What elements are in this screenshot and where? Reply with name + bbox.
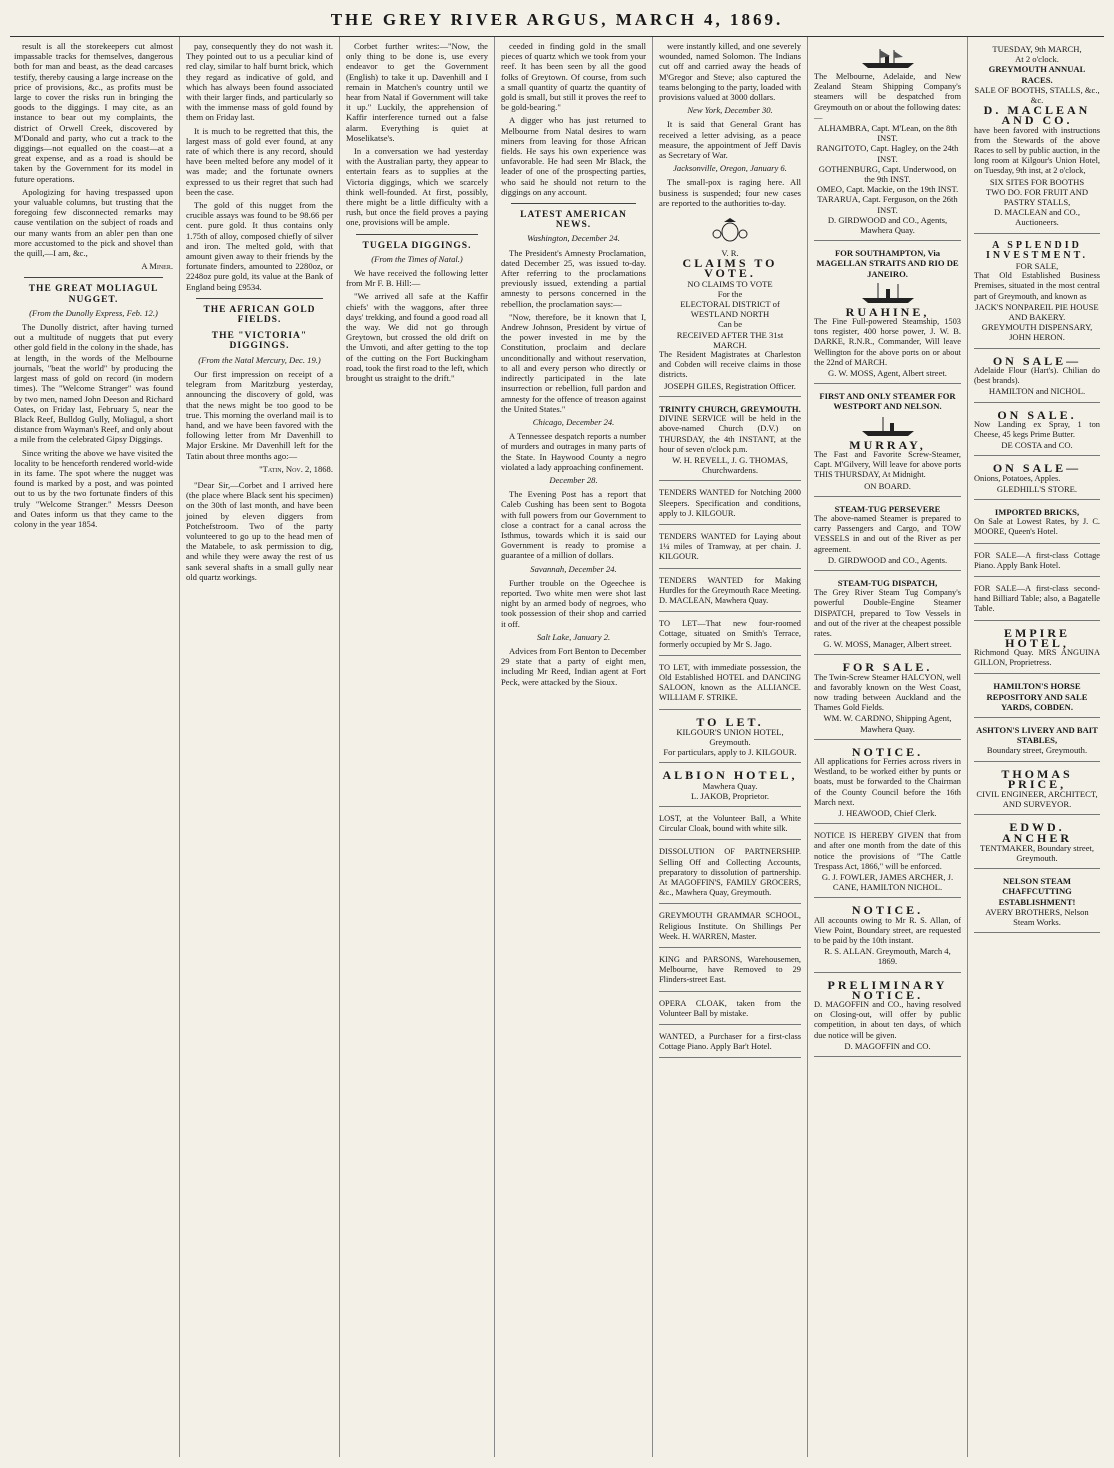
advert-lost-cloak: LOST, at the Volunteer Ball, a White Circular Cloak, bound with white silk. bbox=[659, 811, 801, 840]
advert-line: SALE OF BOOTHS, STALLS, &c., &c. bbox=[974, 84, 1100, 106]
advert-body: The Fast and Favorite Screw-Steamer, Capt. M'Gilvery, Will leave for above ports THIS THURSDAY, At Midnight. bbox=[814, 449, 961, 480]
paragraph: It is much to be regretted that this, the largest mass of gold ever found, at any rate of which there is any record, should have been melted before any model of it was made; and the fortunate owners expressed to us their regret that such had been the case. bbox=[186, 125, 333, 197]
advert-edwd-ancher bbox=[974, 819, 1100, 869]
advert-splendid-investment bbox=[974, 238, 1100, 349]
advert-billiard-table: FOR SALE—A first-class second-hand Billiard Table; also, a Bagatelle Table. bbox=[974, 581, 1100, 621]
advert-body: The Melbourne, Adelaide, and New Zealand Steam Shipping Company's steamers will be despatched from Greymouth on or about the following dates:— bbox=[814, 72, 962, 122]
paragraph: "Now, therefore, be it known that I, Andrew Johnson, President by virtue of the power invested in me by the Constitution, proclaim and declare unconditionally and without reservation, to all and every person who directly or indirectly participated in the late insurrection or rebellion, full pardon and amnesty for the offence of treason against the United States." bbox=[501, 311, 646, 414]
ship-name: RUAHINE, bbox=[845, 304, 930, 319]
advert-signature: DE COSTA and CO. bbox=[1001, 440, 1073, 451]
advert-tenders-hurdles: TENDERS WANTED for Making Hurdles for the Greymouth Race Meeting. D. MACLEAN, Mawhera Quay. bbox=[659, 573, 801, 613]
advert-signature: GLEDHILL'S STORE. bbox=[996, 483, 1078, 494]
advert-line: At 2 o'clock. bbox=[1015, 54, 1059, 65]
dateline: December 28. bbox=[549, 474, 598, 485]
paragraph: The small-pox is raging here. All business is suspended; four new cases are reported to the authorities to-day. bbox=[659, 177, 801, 208]
paragraph: A digger who has just returned to Melbourne from Natal desires to warn miners from leaving for those African fields. He says his own experience was unfavorable. He had seen Mr Black, the leader of one of the prospecting parties, who said he should not return to the diggings on any account. bbox=[501, 115, 646, 197]
article-subheading: THE "VICTORIA" DIGGINGS. bbox=[211, 331, 308, 352]
advert-title: ASHTON'S LIVERY AND BAIT STABLES, bbox=[976, 724, 1098, 746]
advert-on-sale-flour bbox=[974, 353, 1100, 403]
advert-body: Onions, Potatoes, Apples. bbox=[974, 473, 1061, 483]
column-7 bbox=[968, 37, 1106, 1457]
advert-on-sale-onions bbox=[974, 460, 1100, 500]
divider bbox=[196, 298, 323, 299]
dateline: "Tatin, Nov. 2, 1868. bbox=[259, 463, 333, 474]
paragraph: were instantly killed, and one severely wounded, named Solomon. The Indians cut off and carried away the heads of M'Gregor and Steve; also captured the teams belonging to the party, loaded with provisions valued at 3000 dollars. bbox=[659, 41, 801, 103]
column-5 bbox=[653, 37, 808, 1457]
advert-title: EMPIRE HOTEL, bbox=[1004, 625, 1070, 650]
advert-line: GOTHENBURG, Capt. Underwood, on the 9th INST. bbox=[818, 163, 957, 185]
advert-line: SIX SITES FOR BOOTHS bbox=[989, 176, 1085, 187]
advert-line: JACK'S NONPAREIL PIE HOUSE AND BAKERY. bbox=[975, 301, 1099, 323]
article-heading: LATEST AMERICAN NEWS. bbox=[520, 210, 627, 231]
advert-line: ELECTORAL DISTRICT of WESTLAND NORTH bbox=[680, 299, 780, 320]
advert-line: Greymouth. bbox=[709, 736, 751, 747]
advert-body: The Fine Full-powered Steamship, 1503 tons register, 400 horse power, J. W. B. DARKE, R.N.R., Commander, Will leave Wellington for the above ports on or about the 22nd of MARCH. bbox=[814, 317, 961, 367]
advert-halcyon-for-sale bbox=[814, 659, 961, 739]
advert-body: The Resident Magistrates at Charleston and Cobden will receive claims in those districts. bbox=[659, 350, 801, 380]
column-4 bbox=[495, 37, 653, 1457]
advert-body: The Grey River Steam Tug Company's powerful Double-Engine Steamer DISPATCH, prepared to Tow Vessels in and out of the river at the cheapest possible rates. bbox=[814, 588, 961, 638]
paragraph: In a conversation we had yesterday with the Australian party, they appear to entertain fears as to supplies at the Victoria diggings, which we scarcely think well-founded. At first, possibly, there might be a little difficulty with a rush, but once the field proves a paying one, provisions will be ample. bbox=[346, 146, 488, 228]
paragraph: The gold of this nugget from the crucible assays was found to be 98.66 per cent. pure gold. It thus contains only 1.75th of alloy, composed chiefly of silver and iron. The melted gold, with that amount given away to their friends by the fortunate finders, amounted to 2280oz, or 2248oz pure gold, its value at the Bank of England being £9534. bbox=[186, 200, 333, 292]
advert-body: DIVINE SERVICE will be held in the above-named Church (D.V.) on THURSDAY, the 4th INSTANT, at the hour of seven o'clock p.m. bbox=[659, 414, 801, 454]
advert-title: D. MACLEAN AND CO. bbox=[983, 103, 1091, 128]
advert-body: The above-named Steamer is prepared to carry Passengers and Cargo, and TOW VESSELS in and out of the River as per agreement. bbox=[814, 513, 961, 554]
advert-title: TO LET. bbox=[696, 714, 764, 729]
advert-title: TRINITY CHURCH, GREYMOUTH. bbox=[659, 403, 801, 414]
advert-dissolution: DISSOLUTION OF PARTNERSHIP. Selling Off and Collecting Accounts, preparatory to dissolution of partnership. At MAGOFFIN'S, FAMILY GROCERS, &c., Mawhera Quay, Greymouth. bbox=[659, 844, 801, 904]
advert-body: Richmond Quay. MRS ANGUINA GILLON, Proprietress. bbox=[974, 647, 1100, 668]
article-source: (From the Times of Natal.) bbox=[371, 253, 463, 264]
advert-signature: For particulars, apply to J. KILGOUR. bbox=[663, 747, 797, 758]
paragraph: result is all the storekeepers cut almost impassable tracks for themselves, dangerous both for man and beast, as the dead carcases testify, thereby causing a large increase on the price of provisions, &c., as profits must be large to cover the risks run in bringing the goods to the diggings. I may cite, as an instance to bear out my complaints, the district of Orwell Creek, discovered by M'Donald and party, who cut a track to the diggings—not equalled on the coast—at a great expense, and as a road is should be taken by the Government for its model in future operations. bbox=[14, 41, 173, 184]
article-source: (From the Dunolly Express, Feb. 12.) bbox=[29, 307, 158, 318]
signature: A Miner. bbox=[141, 261, 173, 272]
dateline: New York, December 30. bbox=[687, 105, 773, 116]
advert-signature: W. H. REVELL, J. G. THOMAS, Churchwardens. bbox=[672, 454, 788, 476]
advert-title: NOTICE. bbox=[851, 744, 924, 759]
advert-westport-steamer bbox=[814, 388, 961, 496]
paragraph: pay, consequently they do not wash it. They pointed out to us a peculiar kind of red clay, similar to half burnt brick, which they regard as indicative of gold, and which has always been found associated with their larger finds, and particularly so with the immense mass of gold found by them on Friday last. bbox=[186, 41, 333, 123]
paragraph: Our first impression on receipt of a telegram from Maritzburg yesterday, announcing the discovery of gold, was that the news might be too good to be true. This morning the overland mail is to hand, and we have been favored with the following letter from Mr Davenhill to Major Erskine. Mr Davenhill left for the Tatin about three months ago:— bbox=[186, 368, 333, 461]
dateline: Chicago, December 24. bbox=[532, 416, 615, 427]
advert-race-booths bbox=[974, 41, 1100, 234]
advert-title: NELSON STEAM CHAFFCUTTING ESTABLISHMENT! bbox=[998, 876, 1076, 907]
advert-claims-to-vote bbox=[659, 211, 801, 397]
advert-line: FOR SALE, bbox=[1015, 261, 1059, 272]
advert-title: ALBION HOTEL, bbox=[662, 768, 798, 783]
paragraph: Corbet further writes:—"Now, the only thing to be done is, use every endeavor to get the Government (English) to take it up. Davenhill and I remain in Matchen's country until we hear from Natal if Government will take it up." Luckily, the apprehension of Kaffir interference turned out a false alarm. Everything is quiet at Moselikatse's. bbox=[346, 41, 488, 143]
advert-line: For the bbox=[717, 288, 743, 299]
advert-signature: JOHN HERON. bbox=[1009, 332, 1065, 343]
advert-on-sale-cheese bbox=[974, 407, 1100, 457]
advert-line: OMEO, Capt. Mackie, on the 19th INST. bbox=[816, 184, 959, 195]
advert-signature: D. MAGOFFIN and CO. bbox=[844, 1040, 931, 1051]
dateline: Washington, December 24. bbox=[527, 233, 620, 244]
steamship-icon bbox=[858, 414, 918, 438]
advert-title: FOR SOUTHAMPTON, Via MAGELLAN STRAITS AND RIO DE JANEIRO. bbox=[816, 248, 959, 279]
advert-line: NO CLAIMS TO VOTE bbox=[687, 278, 773, 289]
advert-thomas-price bbox=[974, 766, 1100, 816]
royal-crest-icon bbox=[710, 216, 750, 246]
advert-body: Boundary street, Greymouth. bbox=[986, 745, 1088, 756]
paragraph: Advices from Fort Benton to December 29 state that a party of eight men, including Mr Reed, Indian agent at Fort Peck, were attacked by the Sioux. bbox=[501, 645, 646, 687]
advert-signature: J. HEAWOOD, Chief Clerk. bbox=[838, 807, 937, 818]
advert-body: All accounts owing to Mr R. S. Allan, of View Point, Boundary street, are requested to be paid by the 10th instant. bbox=[814, 915, 961, 946]
advert-body: NOTICE IS HEREBY GIVEN that from and after one month from the date of this notice the provisions of "The Cattle Trespass Act, 1866," will be enforced. bbox=[814, 831, 961, 871]
advert-body: TENTMAKER, Boundary street, Greymouth. bbox=[979, 842, 1095, 863]
advert-body: Now Landing ex Spray, 1 ton Cheese, 45 kegs Prime Butter. bbox=[974, 419, 1100, 439]
advert-piano-for-sale: FOR SALE—A first-class Cottage Piano. Apply Bank Hotel. bbox=[974, 548, 1100, 577]
advert-title: FIRST AND ONLY STEAMER FOR WESTPORT AND NELSON. bbox=[819, 391, 956, 412]
advert-line: RECEIVED AFTER THE 31st MARCH. bbox=[676, 329, 784, 350]
advert-signature: WM. W. CARDNO, Shipping Agent, Mawhera Quay. bbox=[823, 713, 952, 734]
advert-body: That Old Established Business Premises, situated in the most central part of Greymouth, and known as bbox=[974, 271, 1100, 301]
masthead: THE GREY RIVER ARGUS, MARCH 4, 1869. bbox=[10, 6, 1104, 37]
advert-southampton bbox=[814, 245, 961, 384]
advert-tenders-sleepers: TENDERS WANTED for Notching 2000 Sleepers. Specification and conditions, apply to J. KILGOUR. bbox=[659, 485, 801, 525]
dateline: Salt Lake, January 2. bbox=[536, 631, 611, 642]
paragraph: Since writing the above we have visited the locality to be henceforth rendered world-wide in its fame. The spot where the nugget was found is marked by a post, and was pointed out to us by the two fortunate finders of this truly "Welcome Stranger." Messrs Deeson and Oates inform us that they came to the colony in the year 1854. bbox=[14, 447, 173, 529]
advert-ferries-notice bbox=[814, 744, 961, 824]
advert-line: GREYMOUTH ANNUAL RACES. bbox=[988, 64, 1086, 85]
paragraph: Further trouble on the Ogeechee is reported. Two white men were shot last night by an armed body of negroes, who took possession of their shop and carried it off. bbox=[501, 577, 646, 629]
advert-signature: L. JAKOB, Proprietor. bbox=[690, 790, 770, 801]
advert-title: STEAM-TUG PERSEVERE bbox=[834, 503, 941, 514]
column-2 bbox=[180, 37, 340, 1457]
advert-body: Adelaide Flour (Hart's). Chilian do (best brands). bbox=[974, 365, 1100, 386]
dateline: Jacksonville, Oregon, January 6. bbox=[673, 163, 787, 174]
divider bbox=[511, 203, 636, 204]
paragraph: It is said that General Grant has received a letter advising, as a peace measure, the appointment of Jeff Davis as Secretary of War. bbox=[659, 119, 801, 161]
column-1 bbox=[8, 37, 180, 1457]
advert-preliminary-notice bbox=[814, 977, 961, 1057]
advert-signature: JOSEPH GILES, Registration Officer. bbox=[664, 380, 796, 391]
advert-signature: R. S. ALLAN. Greymouth, March 4, 1869. bbox=[824, 946, 951, 967]
advert-title: A SPLENDID INVESTMENT. bbox=[986, 239, 1088, 261]
advert-title: CLAIMS TO VOTE. bbox=[682, 256, 778, 281]
advert-line: TWO DO. FOR FRUIT AND PASTRY STALLS, bbox=[985, 186, 1089, 208]
advert-allan-notice bbox=[814, 902, 961, 972]
advert-signature: ON BOARD. bbox=[864, 480, 911, 491]
steamship-icon bbox=[858, 281, 918, 305]
advert-signature: G. W. MOSS, Agent, Albert street. bbox=[828, 368, 947, 379]
advert-title: ON SALE— bbox=[992, 461, 1082, 476]
paragraph: "We arrived all safe at the Kaffir chiefs' with the waggons, after three days' trekking, and found a good road all the way. We did not go through Greytown, but crossed the old drift on the Umvoti, and after getting to the top of the cutting on the Fort Buckingham road, took the first road to the left, which brought us straight to the drift." bbox=[346, 291, 488, 384]
advert-body: All applications for Ferries across rivers in Westland, to be worked either by punts or boats, must be forwarded to the Chairman of the County Council before the 16th March next. bbox=[814, 756, 961, 807]
advert-steamship-company bbox=[814, 41, 961, 241]
advert-tenders-tramway: TENDERS WANTED for Laying about 1¼ miles of Tramway, at per chain. J. KILGOUR. bbox=[659, 529, 801, 569]
advert-signature: HAMILTON and NICHOL. bbox=[988, 386, 1086, 397]
advert-piano-wanted: WANTED, a Purchaser for a first-class Cottage Piano. Apply Bar't Hotel. bbox=[659, 1029, 801, 1058]
article-heading: THE AFRICAN GOLD FIELDS. bbox=[203, 304, 316, 326]
steamship-icon bbox=[858, 46, 918, 70]
ship-name: MURRAY, bbox=[849, 437, 926, 452]
advert-to-let-hotel: TO LET, with immediate possession, the Old Established HOTEL and DANCING SALOON, known as the ALLIANCE. WILLIAM F. STRIKE. bbox=[659, 660, 801, 710]
advert-opera-cloak: OPERA CLOAK, taken from the Volunteer Ball by mistake. bbox=[659, 996, 801, 1025]
advert-empire-hotel bbox=[974, 625, 1100, 675]
advert-king-parsons: KING and PARSONS, Warehousemen, Melbourne, have Removed to 29 Flinders-street East. bbox=[659, 952, 801, 992]
advert-title: EDWD. ANCHER bbox=[1001, 820, 1072, 845]
paragraph: Apologizing for having trespassed upon your valuable columns, but trusting that the foregoing few disconnected remarks may cause ventilation on the subject of roads and our many wants from an abler pen than one more accustomed to the pick and shovel than the quill,—I am, &c., bbox=[14, 186, 173, 259]
advert-to-let-cottage: TO LET—That new four-roomed Cottage, situated on Smith's Terrace, formerly occupied by Mr S. Jago. bbox=[659, 616, 801, 656]
paragraph: The Dunolly district, after having turned out a multitude of nuggets that put every other gold field in the colony in the shade, has at length, in the words of the Melbourne journals, "beat the world" by producing the largest mass of gold on record (in modern times). The "Welcome Stranger" was found by two men, named John Deeson and Richard Oates, on Friday last, February 5, near the Black Reef, Bulldog Gully, Moliagul, a short distance from Wayman's Reef, and only about a mile from the celebrated Gipsy Diggings. bbox=[14, 322, 173, 445]
advert-title: STEAM-TUG DISPATCH, bbox=[837, 577, 938, 588]
advert-trinity-church bbox=[659, 401, 801, 481]
article-heading: TUGELA DIGGINGS. bbox=[362, 240, 472, 251]
advert-body: have been favored with instructions from the Stewards of the above Races to sell by public auction, in the long room at Kilgour's Union Hotel, on Tuesday, 9th inst, at 2 o'clock, bbox=[974, 125, 1100, 176]
advert-line: RANGITOTO, Capt. Hagley, on the 24th INST. bbox=[816, 143, 959, 164]
divider bbox=[24, 277, 163, 278]
advert-title: ON SALE. bbox=[997, 407, 1077, 422]
advert-signature: AVERY BROTHERS, Nelson Steam Works. bbox=[985, 906, 1089, 928]
advert-body: CIVIL ENGINEER, ARCHITECT, AND SURVEYOR. bbox=[976, 788, 1098, 810]
advert-title: THOMAS PRICE, bbox=[1001, 766, 1073, 791]
advert-cattle-trespass bbox=[814, 828, 961, 898]
divider bbox=[356, 234, 478, 235]
paragraph: A Tennessee despatch reports a number of murders and outrages in many parts of the State. In Haywood County a negro violated a lady approaching confinement. bbox=[501, 431, 646, 472]
advert-signature: D. GIRDWOOD and CO., Agents, Mawhera Quay. bbox=[827, 214, 948, 236]
advert-line: TARARUA, Capt. Ferguson, on the 26th INST. bbox=[817, 194, 958, 215]
advert-line: GREYMOUTH DISPENSARY, bbox=[981, 322, 1093, 333]
advert-title: HAMILTON'S HORSE REPOSITORY AND SALE YARDS, COBDEN. bbox=[986, 681, 1088, 712]
advert-title: ON SALE— bbox=[992, 353, 1082, 368]
advert-albion-hotel bbox=[659, 767, 801, 807]
advert-title: IMPORTED BRICKS, bbox=[994, 506, 1080, 517]
advert-horse-repository bbox=[974, 678, 1100, 718]
advert-signature: G. W. MOSS, Manager, Albert street. bbox=[823, 639, 952, 650]
advert-ashton-stables bbox=[974, 722, 1100, 762]
advert-title: PRELIMINARY NOTICE. bbox=[827, 977, 948, 1002]
advert-imported-bricks bbox=[974, 504, 1100, 544]
advert-line: Mawhera Quay. bbox=[702, 780, 758, 791]
advert-steam-tug-persevere bbox=[814, 501, 961, 571]
column-6 bbox=[808, 37, 968, 1457]
advert-title: FOR SALE. bbox=[842, 660, 933, 675]
article-heading: THE GREAT MOLIAGUL NUGGET. bbox=[28, 284, 159, 305]
advert-line: KILGOUR'S UNION HOTEL, bbox=[676, 726, 784, 737]
advert-nelson-chaffcutting bbox=[974, 873, 1100, 933]
advert-body: The Twin-Screw Steamer HALCYON, well and favorably known on the West Coast, now trading between Auckland and the Thames Gold Fields. bbox=[814, 672, 961, 713]
paragraph: We have received the following letter from Mr F. B. Hill:— bbox=[346, 268, 488, 289]
column-3 bbox=[340, 37, 495, 1457]
advert-grammar-school: GREYMOUTH GRAMMAR SCHOOL, Religious Institute. On Shillings Per Week. H. WARREN, Master. bbox=[659, 908, 801, 948]
advert-signature: D. MACLEAN and CO., Auctioneers. bbox=[994, 207, 1080, 228]
advert-title: NOTICE. bbox=[851, 903, 924, 918]
advert-union-hotel bbox=[659, 714, 801, 764]
paragraph: ceeded in finding gold in the small pieces of quartz which we took from your reef. It has been seen by all the good folks of Greytown. Of course, from such a small quantity of quartz the quantity of gold is small, but still it proves the reef to be gold-bearing." bbox=[501, 41, 646, 113]
advert-signature: D. GIRDWOOD and CO., Agents. bbox=[827, 554, 948, 565]
advert-body: On Sale at Lowest Rates, by J. C. MOORE, Queen's Hotel. bbox=[974, 517, 1100, 537]
article-source: (From the Natal Mercury, Dec. 19.) bbox=[198, 354, 321, 365]
columns bbox=[8, 37, 1106, 1457]
advert-line: ALHAMBRA, Capt. M'Lean, on the 8th INST. bbox=[817, 123, 958, 144]
paragraph: "Dear Sir,—Corbet and I arrived here (the place where Black sent his specimen) on the 30th of last month, and have been joined by eleven diggers from Potchefstroom. Two of the party volunteered to go up to the head men of the Matabele, to ask permission to dig, and while they were away the rest of us sank several shafts in a small gully near old quartz workings. bbox=[186, 479, 333, 582]
advert-line: Can be bbox=[717, 319, 743, 330]
advert-signature: G. J. FOWLER, JAMES ARCHER, J. CANE, HAMILTON NICHOL. bbox=[821, 872, 954, 893]
advert-line: TUESDAY, 9th MARCH, bbox=[992, 44, 1082, 54]
advert-body: D. MAGOFFIN and CO., having resolved on Closing-out, will offer by public competition, in about ten days, of which due notice will be given. bbox=[814, 1000, 961, 1040]
advert-steam-tug-dispatch bbox=[814, 575, 961, 655]
crest-letters: V. R. bbox=[721, 248, 739, 259]
dateline: Savannah, December 24. bbox=[530, 563, 617, 574]
paragraph: The Evening Post has a report that Caleb Cushing has been sent to Bogota with full powers from our Government to close a contract for a canal across the Isthmus, towards which it is said our Government is ready to promise a guarantee of a million of dollars. bbox=[501, 489, 646, 561]
paragraph: The President's Amnesty Proclamation, dated December 25, was issued to-day. After referring to the proclamations previously issued, extending a partial amnesty to persons concerned in the rebellion, the proclamation says:— bbox=[501, 247, 646, 309]
